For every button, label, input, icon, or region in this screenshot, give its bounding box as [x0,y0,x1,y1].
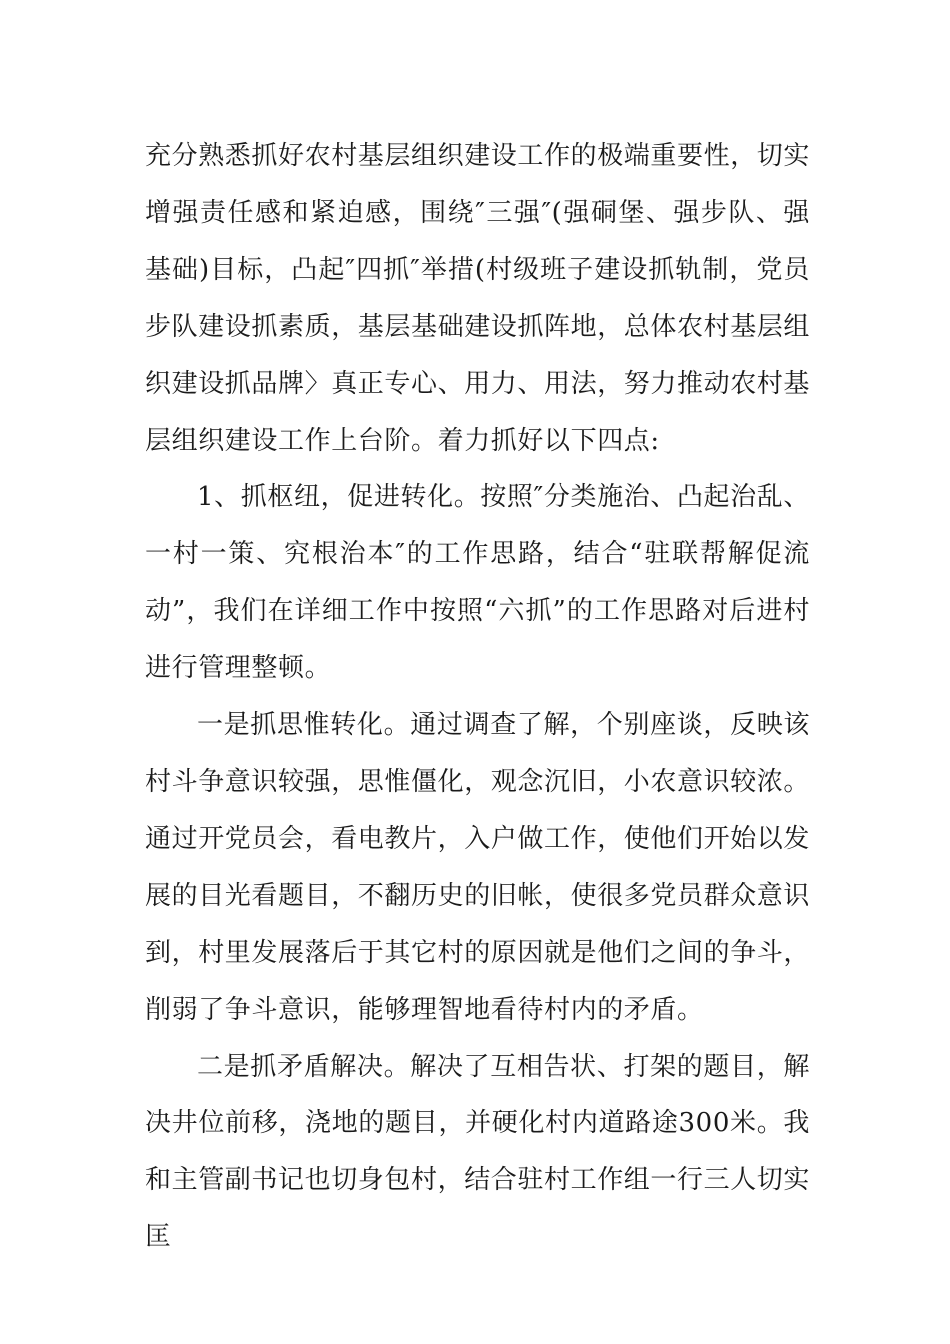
paragraph-item-1: 1、抓枢纽，促进转化。按照″分类施治、凸起治乱、一村一策、究根治本″的工作思路，结合“驻联帮解促流动”，我们在详细工作中按照“六抓”的工作思路对后进村进行管理整顿。 [145,482,810,684]
paragraph-point-two: 二是抓矛盾解决。解决了互相告状、打架的题目，解决井位前移，浇地的题目，并硬化村内道路途300米。我和主管副书记也切身包村，结合驻村工作组一行三人切实匡 [145,1051,811,1253]
paragraph-point-one: 一是抓思惟转化。通过调查了解，个别座谈，反映该村斗争意识较强，思惟僵化，观念沉旧，小农意识较浓。通过开党员会，看电教片，入户做工作，使他们开始以发展的目光看题目，不翻历史的旧帐，使很多党员群众意识到，村里发展落后于其它村的原因就是他们之间的争斗，削弱了争斗意识，能够理智地看待村内的矛盾。 [145,710,811,1025]
paragraph-continuation: 充分熟悉抓好农村基层组织建设工作的极端重要性，切实增强责任感和紧迫感，围绕″三强″(强硐堡、强步队、强基础)目标，凸起″四抓″举措(村级班子建设抓轨制，党员步队建设抓素质，基层基础建设抓阵地，总体农村基层组织建设抓品牌〉真正专心、用力、用法，努力推动农村基层组织建设工作上台阶。着力抓好以下四点: [145,141,811,456]
document-body [145,128,810,1266]
